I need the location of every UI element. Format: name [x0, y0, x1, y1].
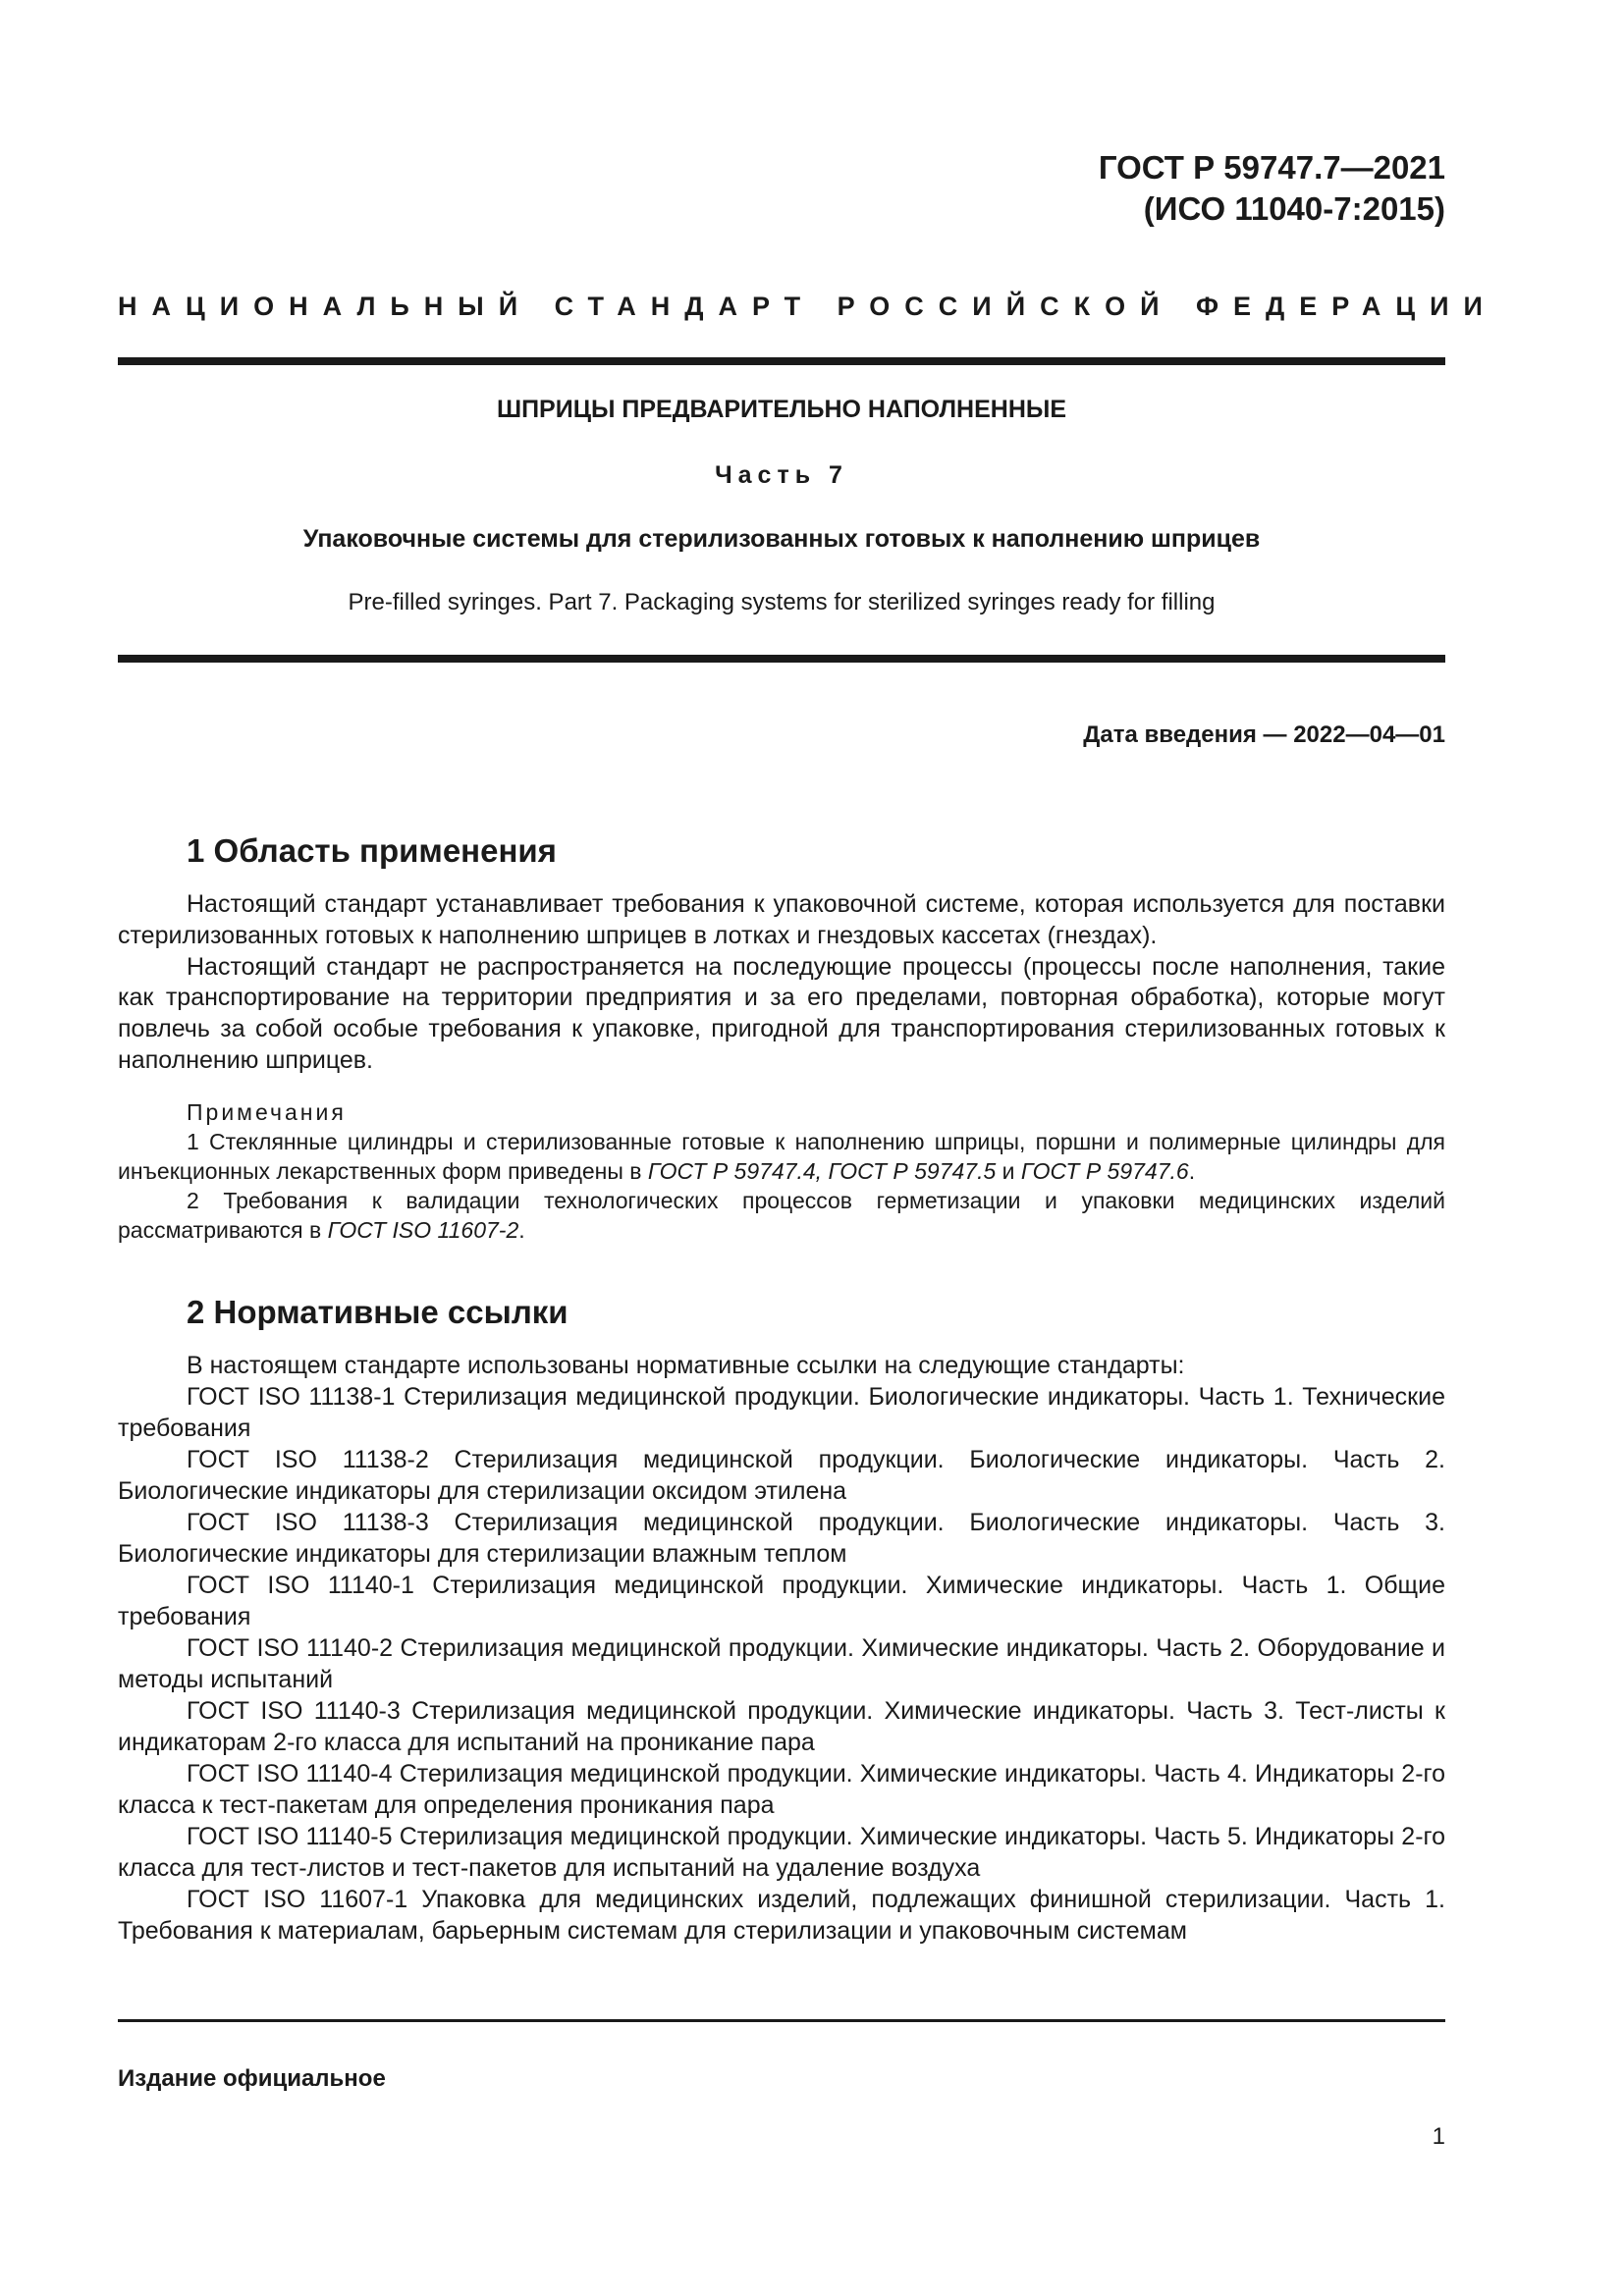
official-edition-label: Издание официальное	[118, 2065, 386, 2092]
document-subtitle: Упаковочные системы для стерилизованных готовых к наполнению шприцев	[302, 525, 1261, 553]
footer-rule	[118, 2019, 1445, 2022]
note-end: .	[1188, 1158, 1196, 1184]
reference-item: ГОСТ ISO 11607-1 Упаковка для медицинских изделий, подлежащих финишной стерилизации. Часть 1. Требования к материалам, барьерным системам для стерилизации и упаковочным системам	[118, 1886, 1445, 1945]
section-1-heading: 1 Область применения	[187, 832, 557, 869]
note-text: 2 Требования к валидации технологических процессов герметизации и упаковки медицинских изделий рассматриваются в	[118, 1188, 1445, 1243]
reference-item: ГОСТ ISO 11140-3 Стерилизация медицинской продукции. Химические индикаторы. Часть 3. Тест-листы к индикаторам 2-го класса для испытаний на проникание пара	[118, 1697, 1445, 1756]
english-title: Pre-filled syringes. Part 7. Packaging systems for sterilized syringes ready for filling	[348, 589, 1216, 615]
introduction-date: Дата введения — 2022—04—01	[1083, 721, 1445, 748]
document-title: ШПРИЦЫ ПРЕДВАРИТЕЛЬНО НАПОЛНЕННЫЕ	[496, 396, 1067, 423]
reference-item: ГОСТ ISO 11140-1 Стерилизация медицинской продукции. Химические индикаторы. Часть 1. Общие требования	[118, 1572, 1445, 1630]
national-standard-banner: НАЦИОНАЛЬНЫЙ СТАНДАРТ РОССИЙСКОЙ ФЕДЕРАЦИИ	[118, 292, 1497, 321]
document-part: Часть 7	[715, 461, 848, 489]
conjunction: и	[996, 1158, 1021, 1184]
note-1	[118, 1127, 1445, 1186]
standard-reference: ГОСТ Р 59747.6	[1020, 1158, 1189, 1184]
notes-block	[118, 1097, 1445, 1245]
reference-item: ГОСТ ISO 11140-4 Стерилизация медицинской продукции. Химические индикаторы. Часть 4. Индикаторы 2-го класса к тест-пакетам для определения проникания пара	[118, 1760, 1445, 1819]
standard-reference: ГОСТ ISO 11607-2	[327, 1217, 519, 1243]
gost-number: ГОСТ Р 59747.7—2021	[1098, 149, 1445, 186]
reference-item: ГОСТ ISO 11138-3 Стерилизация медицинской продукции. Биологические индикаторы. Часть 3. Биологические индикаторы для стерилизации влажным теплом	[118, 1509, 1445, 1568]
note-end: .	[518, 1217, 525, 1243]
note-2	[118, 1186, 1445, 1245]
section-2-heading: 2 Нормативные ссылки	[187, 1294, 568, 1330]
reference-item: ГОСТ ISO 11138-1 Стерилизация медицинской продукции. Биологические индикаторы. Часть 1. Технические требования	[118, 1383, 1445, 1442]
top-rule	[118, 357, 1445, 365]
notes-label: Примечания	[187, 1099, 347, 1125]
page-number: 1	[1432, 2123, 1445, 2150]
note-text: 1 Стеклянные цилиндры и стерилизованные готовые к наполнению шприцы, поршни и полимерные цилиндры для инъекционных лекарственных форм приведены в	[118, 1129, 1445, 1184]
title-rule	[118, 655, 1445, 663]
paragraph: Настоящий стандарт устанавливает требования к упаковочной системе, которая используется для поставки стерилизованных готовых к наполнению шприцев в лотках и гнездовых кассетах (гнездах).	[118, 890, 1445, 949]
reference-item: ГОСТ ISO 11140-5 Стерилизация медицинской продукции. Химические индикаторы. Часть 5. Индикаторы 2-го класса для тест-листов и тест-пакетов для испытаний на удаление воздуха	[118, 1823, 1445, 1882]
standard-designation	[1099, 147, 1445, 230]
iso-number: (ИСО 11040-7:2015)	[1143, 190, 1445, 227]
section-2-body	[118, 1350, 1445, 1947]
paragraph: Настоящий стандарт не распространяется на последующие процессы (процессы после наполнения, такие как транспортирование на территории предприятия и за его пределами, повторная обработка), которые могут повлечь за собой особые требования к упаковке, пригодной для транспортирования стерилизованных готовых к наполнению шприцев.	[118, 952, 1445, 1074]
reference-item: ГОСТ ISO 11138-2 Стерилизация медицинской продукции. Биологические индикаторы. Часть 2. Биологические индикаторы для стерилизации оксидом этилена	[118, 1446, 1445, 1505]
section-1-body	[118, 889, 1445, 1077]
references-lead: В настоящем стандарте использованы нормативные ссылки на следующие стандарты:	[187, 1352, 1185, 1379]
standard-reference: ГОСТ Р 59747.4, ГОСТ Р 59747.5	[647, 1158, 997, 1184]
reference-item: ГОСТ ISO 11140-2 Стерилизация медицинской продукции. Химические индикаторы. Часть 2. Оборудование и методы испытаний	[118, 1634, 1445, 1693]
